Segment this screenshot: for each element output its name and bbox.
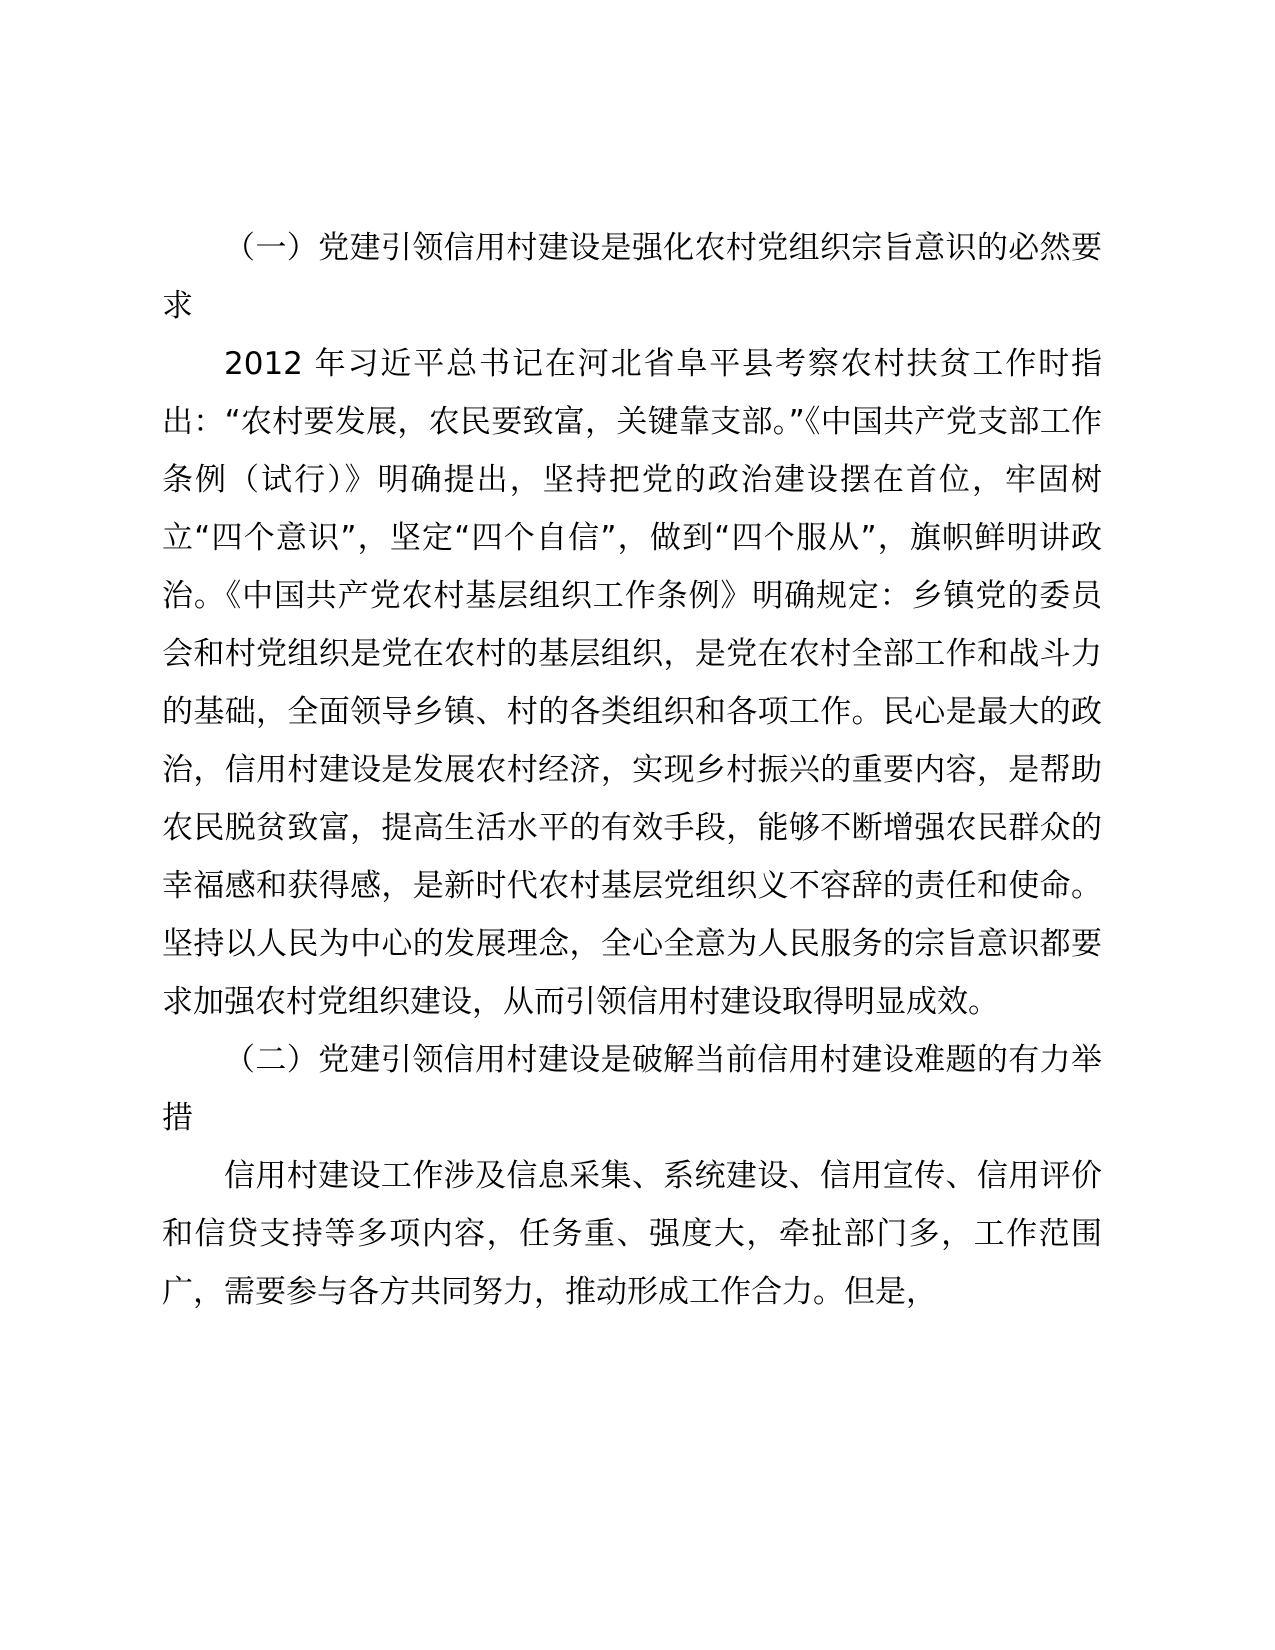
document-page [162, 219, 1102, 1321]
body-paragraph-1: 2012 年习近平总书记在河北省阜平县考察农村扶贫工作时指出：“农村要发展，农民要致富，关键靠支部。”《中国共产党支部工作条例（试行）》明确提出，坚持把党的政治建设摆在首位，牢固树立“四个意识”，坚定“四个自信”，做到“四个服从”，旗帜鲜明讲政治。《中国共产党农村基层组织工作条例》明确规定：乡镇党的委员会和村党组织是党在农村的基层组织，是党在农村全部工作和战斗力的基础，全面领导乡镇、村的各类组织和各项工作。民心是最大的政治，信用村建设是发展农村经济，实现乡村振兴的重要内容，是帮助农民脱贫致富，提高生活水平的有效手段，能够不断增强农民群众的幸福感和获得感，是新时代农村基层党组织义不容辞的责任和使命。坚持以人民为中心的发展理念，全心全意为人民服务的宗旨意识都要求加强农村党组织建设，从而引领信用村建设取得明显成效。 [162, 346, 1102, 1020]
body-paragraph-2: 信用村建设工作涉及信息采集、系统建设、信用宣传、信用评价和信贷支持等多项内容，任务重、强度大，牵扯部门多，工作范围广，需要参与各方共同努力，推动形成工作合力。但是， [162, 1158, 1102, 1310]
section-heading-1: （一）党建引领信用村建设是强化农村党组织宗旨意识的必然要求 [162, 230, 1102, 324]
section-heading-2: （二）党建引领信用村建设是破解当前信用村建设难题的有力举措 [162, 1042, 1102, 1136]
